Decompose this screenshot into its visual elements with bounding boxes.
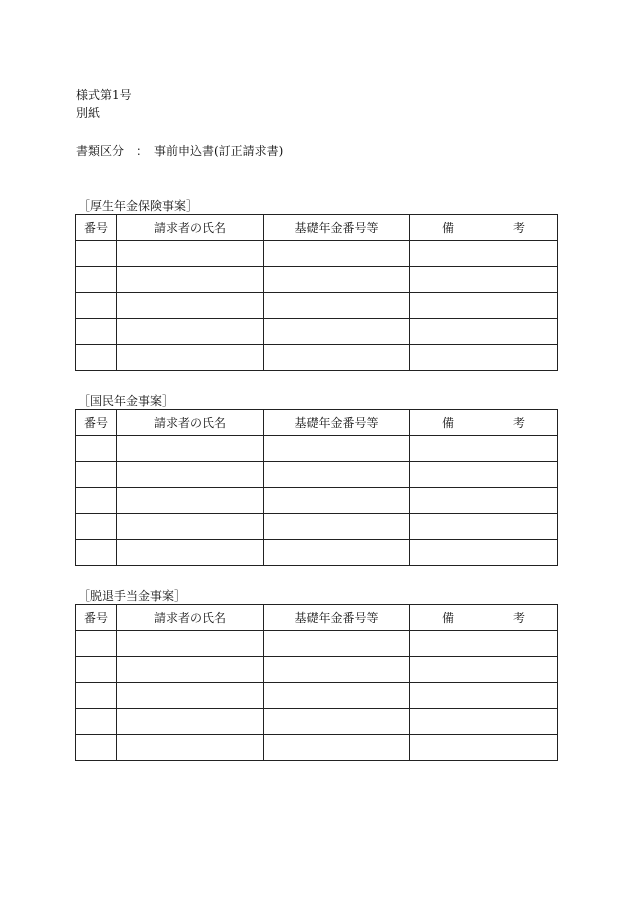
cell-pension-number[interactable]	[264, 462, 410, 488]
table-row	[76, 488, 558, 514]
header-number: 番号	[76, 215, 117, 241]
cell-pension-number[interactable]	[264, 657, 410, 683]
withdrawal-allowance-table	[75, 604, 558, 761]
document-type: 書類区分 ： 事前申込書(訂正請求書)	[76, 144, 284, 158]
cell-name[interactable]	[117, 319, 264, 345]
cell-number[interactable]	[76, 631, 117, 657]
national-pension-table	[75, 409, 558, 566]
attachment-label: 別紙	[76, 106, 101, 120]
cell-name[interactable]	[117, 709, 264, 735]
cell-name[interactable]	[117, 267, 264, 293]
section-title-national-pension: ［国民年金事案］	[78, 394, 175, 408]
header-pension-number: 基礎年金番号等	[264, 605, 410, 631]
cell-pension-number[interactable]	[264, 514, 410, 540]
header-remarks	[410, 215, 558, 241]
cell-name[interactable]	[117, 631, 264, 657]
cell-name[interactable]	[117, 514, 264, 540]
cell-name[interactable]	[117, 293, 264, 319]
cell-remarks[interactable]	[410, 345, 558, 371]
table-row	[76, 462, 558, 488]
cell-name[interactable]	[117, 683, 264, 709]
table-row	[76, 293, 558, 319]
cell-remarks[interactable]	[410, 540, 558, 566]
cell-remarks[interactable]	[410, 657, 558, 683]
table-header-row	[76, 215, 558, 241]
header-remarks-1: 備	[442, 611, 455, 625]
cell-pension-number[interactable]	[264, 735, 410, 761]
cell-number[interactable]	[76, 293, 117, 319]
cell-remarks[interactable]	[410, 241, 558, 267]
table-header-row	[76, 605, 558, 631]
cell-number[interactable]	[76, 488, 117, 514]
cell-pension-number[interactable]	[264, 540, 410, 566]
table-row	[76, 735, 558, 761]
cell-remarks[interactable]	[410, 436, 558, 462]
header-pension-number: 基礎年金番号等	[264, 215, 410, 241]
table-row	[76, 319, 558, 345]
cell-number[interactable]	[76, 683, 117, 709]
cell-name[interactable]	[117, 657, 264, 683]
cell-name[interactable]	[117, 345, 264, 371]
cell-pension-number[interactable]	[264, 293, 410, 319]
header-remarks-2: 考	[512, 416, 525, 430]
cell-pension-number[interactable]	[264, 319, 410, 345]
cell-number[interactable]	[76, 657, 117, 683]
cell-pension-number[interactable]	[264, 241, 410, 267]
form-number: 様式第1号	[76, 88, 132, 102]
cell-remarks[interactable]	[410, 488, 558, 514]
header-remarks-1: 備	[442, 221, 455, 235]
header-remarks	[410, 605, 558, 631]
cell-name[interactable]	[117, 436, 264, 462]
table-row	[76, 241, 558, 267]
cell-remarks[interactable]	[410, 735, 558, 761]
header-pension-number: 基礎年金番号等	[264, 410, 410, 436]
cell-pension-number[interactable]	[264, 267, 410, 293]
table-row	[76, 345, 558, 371]
table-row	[76, 436, 558, 462]
table-row	[76, 540, 558, 566]
cell-name[interactable]	[117, 241, 264, 267]
table-row	[76, 683, 558, 709]
cell-pension-number[interactable]	[264, 436, 410, 462]
table-row	[76, 267, 558, 293]
cell-remarks[interactable]	[410, 683, 558, 709]
header-name: 請求者の氏名	[117, 215, 264, 241]
table-row	[76, 709, 558, 735]
cell-name[interactable]	[117, 540, 264, 566]
cell-number[interactable]	[76, 345, 117, 371]
cell-number[interactable]	[76, 462, 117, 488]
cell-pension-number[interactable]	[264, 631, 410, 657]
header-remarks	[410, 410, 558, 436]
cell-remarks[interactable]	[410, 293, 558, 319]
cell-name[interactable]	[117, 735, 264, 761]
cell-number[interactable]	[76, 709, 117, 735]
cell-pension-number[interactable]	[264, 709, 410, 735]
table-row	[76, 657, 558, 683]
cell-number[interactable]	[76, 735, 117, 761]
table-row	[76, 514, 558, 540]
cell-number[interactable]	[76, 319, 117, 345]
cell-remarks[interactable]	[410, 267, 558, 293]
header-name: 請求者の氏名	[117, 605, 264, 631]
cell-remarks[interactable]	[410, 631, 558, 657]
cell-number[interactable]	[76, 514, 117, 540]
cell-number[interactable]	[76, 267, 117, 293]
cell-number[interactable]	[76, 540, 117, 566]
header-remarks-2: 考	[512, 611, 525, 625]
header-remarks-2: 考	[512, 221, 525, 235]
cell-pension-number[interactable]	[264, 345, 410, 371]
cell-pension-number[interactable]	[264, 488, 410, 514]
header-number: 番号	[76, 605, 117, 631]
table-header-row	[76, 410, 558, 436]
cell-pension-number[interactable]	[264, 683, 410, 709]
cell-remarks[interactable]	[410, 514, 558, 540]
section-title-welfare-pension: ［厚生年金保険事案］	[78, 199, 199, 213]
section-title-withdrawal-allowance: ［脱退手当金事案］	[78, 589, 187, 603]
header-name: 請求者の氏名	[117, 410, 264, 436]
cell-remarks[interactable]	[410, 319, 558, 345]
cell-name[interactable]	[117, 488, 264, 514]
header-remarks-1: 備	[442, 416, 455, 430]
welfare-pension-table	[75, 214, 558, 371]
cell-remarks[interactable]	[410, 462, 558, 488]
cell-name[interactable]	[117, 462, 264, 488]
cell-number[interactable]	[76, 436, 117, 462]
header-number: 番号	[76, 410, 117, 436]
cell-remarks[interactable]	[410, 709, 558, 735]
table-row	[76, 631, 558, 657]
cell-number[interactable]	[76, 241, 117, 267]
